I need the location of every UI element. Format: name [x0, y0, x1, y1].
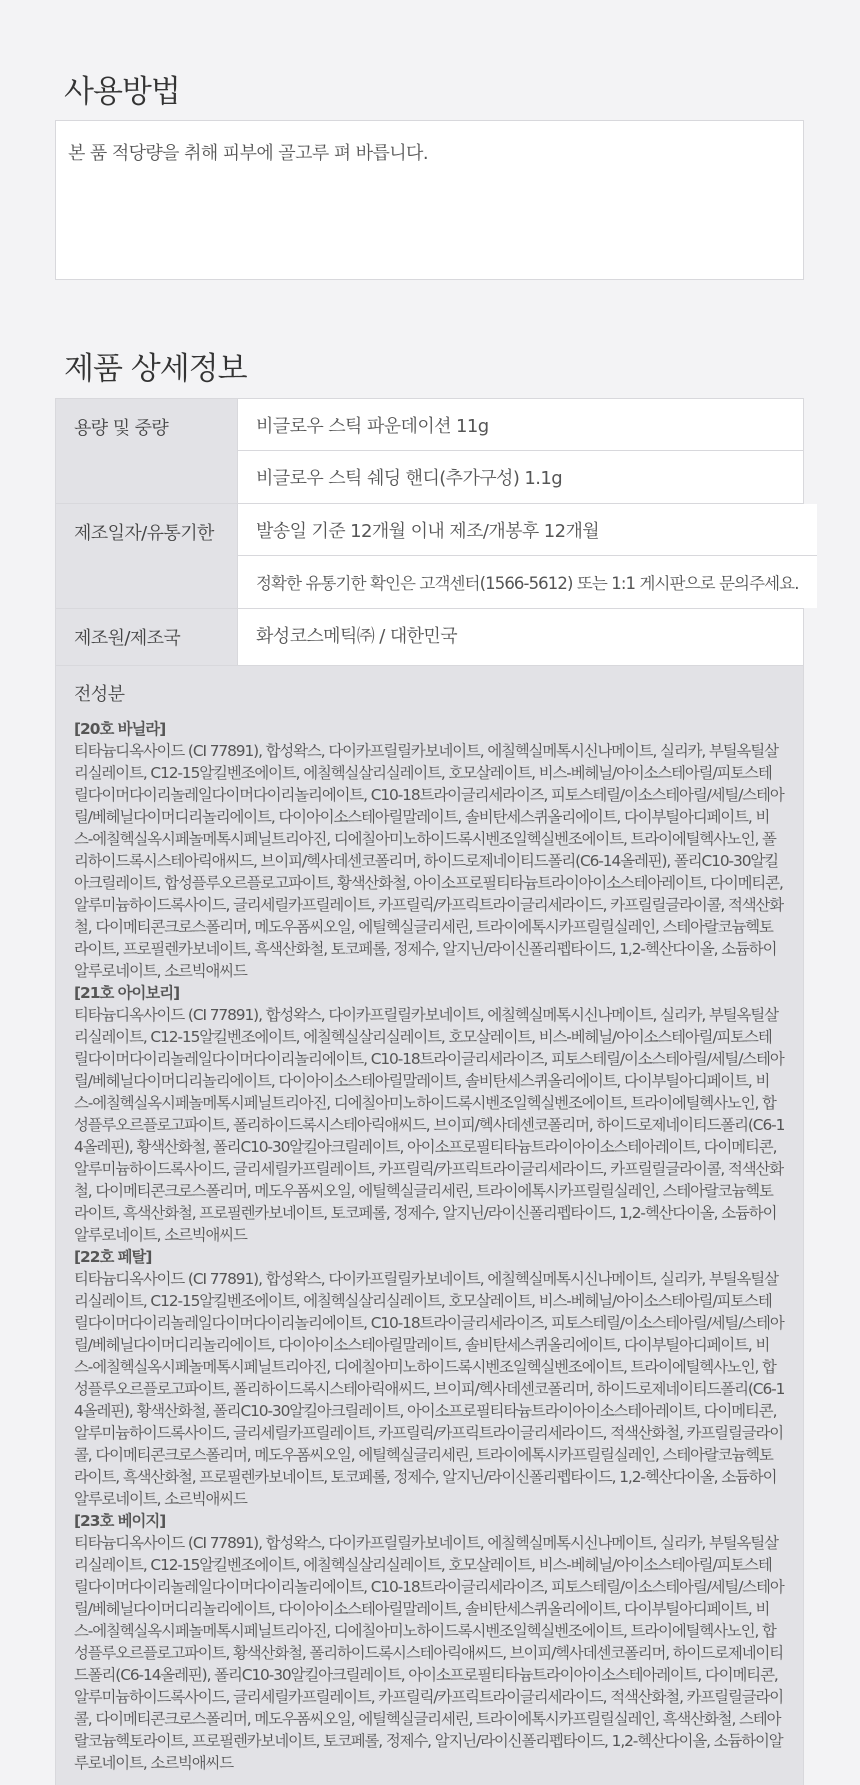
- shade-name: [23호 베이지]: [74, 1512, 166, 1530]
- shade-ingredients: 티타늄디옥사이드 (CI 77891), 합성왁스, 다이카프릴릴카보네이트, 에칠헥실메톡시신나메이트, 실리카, 부틸옥틸살리실레이트, C12-15알킬벤조에이트, 에칠헥실살리실레이트, 호모살레이트, 비스-베헤닐/아이소스테아릴/피토스테릴다이머다이리놀레일다이머다이리놀리에이트, C10-18트라이글리세라이즈, 피토스테릴/이소스테아릴/세틸/스테아릴/베헤닐다이머디리놀리에이트, 다이아이소스테아릴말레이트, 솔비탄세스퀴올리에이트, 다이부틸아디페이트, 비스-에칠헥실옥시페놀메톡시페닐트리아진, 디에칠아미노하이드록시벤조일헥실벤조에이트, 트라이에틸헥사노인, 합성플루오르플로고파이트, 폴리하이드록시스테아릭애씨드, 브이피/헥사데센코폴리머, 하이드로제네이티드폴리(C6-14올레핀), 황색산화철, 폴리C10-30알킬아크릴레이트, 아이소프로필티타늄트라이아이소스테아레이트, 다이메티콘, 알루미늄하이드록사이드, 글리세릴카프릴레이트, 카프릴릭/카프릭트라이글리세라이드, 카프릴릴글라이콜, 적색산화철, 다이메티콘크로스폴리머, 메도우폼씨오일, 에틸헥실글리세린, 트라이에톡시카프릴릴실레인, 스테아랄코늄헥토라이트, 흑색산화철, 프로필렌카보네이트, 토코페롤, 정제수, 알지닌/라이신폴리펩타이드, 1,2-헥산다이올, 소듐하이알루로네이트, 소르빅애씨드: [74, 1006, 785, 1244]
- shade-name: [21호 아이보리]: [74, 984, 180, 1002]
- ingredients-title: 전성분: [74, 684, 125, 705]
- shade-ingredients: 티타늄디옥사이드 (CI 77891), 합성왁스, 다이카프릴릴카보네이트, 에칠헥실메톡시신나메이트, 실리카, 부틸옥틸살리실레이트, C12-15알킬벤조에이트, 에칠헥실살리실레이트, 호모살레이트, 비스-베헤닐/아이소스테아릴/피토스테릴다이머다이리놀레일다이머다이리놀리에이트, C10-18트라이글리세라이즈, 피토스테릴/이소스테아릴/세틸/스테아릴/베헤닐다이머디리놀리에이트, 다이아이소스테아릴말레이트, 솔비탄세스퀴올리에이트, 다이부틸아디페이트, 비스-에칠헥실옥시페놀메톡시페닐트리아진, 디에칠아미노하이드록시벤조일헥실벤조에이트, 트라이에틸헥사노인, 폴리하이드록시스테아릭애씨드, 브이피/헥사데센코폴리머, 하이드로제네이티드폴리(C6-14올레핀), 폴리C10-30알킬아크릴레이트, 합성플루오르플로고파이트, 황색산화철, 아이소프로필티타늄트라이아이소스테아레이트, 다이메티콘, 알루미늄하이드록사이드, 글리세릴카프릴레이트, 카프릴릭/카프릭트라이글리세라이드, 카프릴릴글라이콜, 적색산화철, 다이메티콘크로스폴리머, 메도우폼씨오일, 에틸헥실글리세린, 트라이에톡시카프릴릴실레인, 스테아랄코늄헥토라이트, 프로필렌카보네이트, 흑색산화철, 토코페롤, 정제수, 알지닌/라이신폴리펩타이드, 1,2-헥산다이올, 소듐하이알루로네이트, 소르빅애씨드: [74, 742, 784, 980]
- detail-label-expiry: 제조일자/유통기한: [56, 504, 238, 608]
- detail-label-capacity: 용량 및 중량: [56, 399, 238, 503]
- usage-box: [55, 120, 804, 280]
- details-title: 제품 상세정보: [64, 351, 247, 387]
- shade-ingredients: 티타늄디옥사이드 (CI 77891), 합성왁스, 다이카프릴릴카보네이트, 에칠헥실메톡시신나메이트, 실리카, 부틸옥틸살리실레이트, C12-15알킬벤조에이트, 에칠헥실살리실레이트, 호모살레이트, 비스-베헤닐/아이소스테아릴/피토스테릴다이머다이리놀레일다이머다이리놀리에이트, C10-18트라이글리세라이즈, 피토스테릴/이소스테아릴/세틸/스테아릴/베헤닐다이머디리놀리에이트, 다이아이소스테아릴말레이트, 솔비탄세스퀴올리에이트, 다이부틸아디페이트, 비스-에칠헥실옥시페놀메톡시페닐트리아진, 디에칠아미노하이드록시벤조일헥실벤조에이트, 트라이에틸헥사노인, 합성플루오르플로고파이트, 황색산화철, 폴리하이드록시스테아릭애씨드, 브이피/헥사데센코폴리머, 하이드로제네이티드폴리(C6-14올레핀), 폴리C10-30알킬아크릴레이트, 아이소프로필티타늄트라이아이소스테아레이트, 다이메티콘, 알루미늄하이드록사이드, 글리세릴카프릴레이트, 카프릴릭/카프릭트라이글리세라이드, 적색산화철, 카프릴릴글라이콜, 다이메티콘크로스폴리머, 메도우폼씨오일, 에틸헥실글리세린, 트라이에톡시카프릴릴실레인, 흑색산화철, 스테아랄코늄헥토라이트, 프로필렌카보네이트, 토코페롤, 정제수, 알지닌/라이신폴리펩타이드, 1,2-헥산다이올, 소듐하이알루로네이트, 소르빅애씨드: [74, 1534, 784, 1772]
- ingredients-section: [56, 666, 803, 1785]
- detail-value: 정확한 유통기한 확인은 고객센터(1566-5612) 또는 1:1 게시판으로 문의주세요.: [256, 574, 799, 593]
- detail-value: 비글로우 스틱 파운데이션 11g: [238, 399, 803, 451]
- detail-row-manufacturer: [56, 609, 803, 666]
- shade-name: [22호 페탈]: [74, 1248, 152, 1266]
- detail-row-expiry: [56, 504, 803, 609]
- detail-value: 비글로우 스틱 쉐딩 핸디(추가구성) 1.1g: [256, 468, 563, 489]
- shade-name: [20호 바닐라]: [74, 720, 166, 738]
- product-detail-table: [55, 398, 804, 1785]
- usage-text: 본 품 적당량을 취해 피부에 골고루 펴 바릅니다.: [68, 143, 428, 164]
- detail-value: 화성코스메틱㈜ / 대한민국: [256, 626, 457, 647]
- usage-title: 사용방법: [64, 74, 180, 110]
- detail-value: 발송일 기준 12개월 이내 제조/개봉후 12개월: [238, 504, 817, 556]
- detail-row-capacity: [56, 399, 803, 504]
- shade-ingredients: 티타늄디옥사이드 (CI 77891), 합성왁스, 다이카프릴릴카보네이트, 에칠헥실메톡시신나메이트, 실리카, 부틸옥틸살리실레이트, C12-15알킬벤조에이트, 에칠헥실살리실레이트, 호모살레이트, 비스-베헤닐/아이소스테아릴/피토스테릴다이머다이리놀레일다이머다이리놀리에이트, C10-18트라이글리세라이즈, 피토스테릴/이소스테아릴/세틸/스테아릴/베헤닐다이머디리놀리에이트, 다이아이소스테아릴말레이트, 솔비탄세스퀴올리에이트, 다이부틸아디페이트, 비스-에칠헥실옥시페놀메톡시페닐트리아진, 디에칠아미노하이드록시벤조일헥실벤조에이트, 트라이에틸헥사노인, 합성플루오르플로고파이트, 폴리하이드록시스테아릭애씨드, 브이피/헥사데센코폴리머, 하이드로제네이티드폴리(C6-14올레핀), 황색산화철, 폴리C10-30알킬아크릴레이트, 아이소프로필티타늄트라이아이소스테아레이트, 다이메티콘, 알루미늄하이드록사이드, 글리세릴카프릴레이트, 카프릴릭/카프릭트라이글리세라이드, 적색산화철, 카프릴릴글라이콜, 다이메티콘크로스폴리머, 메도우폼씨오일, 에틸헥실글리세린, 트라이에톡시카프릴릴실레인, 스테아랄코늄헥토라이트, 흑색산화철, 프로필렌카보네이트, 토코페롤, 정제수, 알지닌/라이신폴리펩타이드, 1,2-헥산다이올, 소듐하이알루로네이트, 소르빅애씨드: [74, 1270, 785, 1508]
- detail-label-manufacturer: 제조원/제조국: [56, 609, 238, 665]
